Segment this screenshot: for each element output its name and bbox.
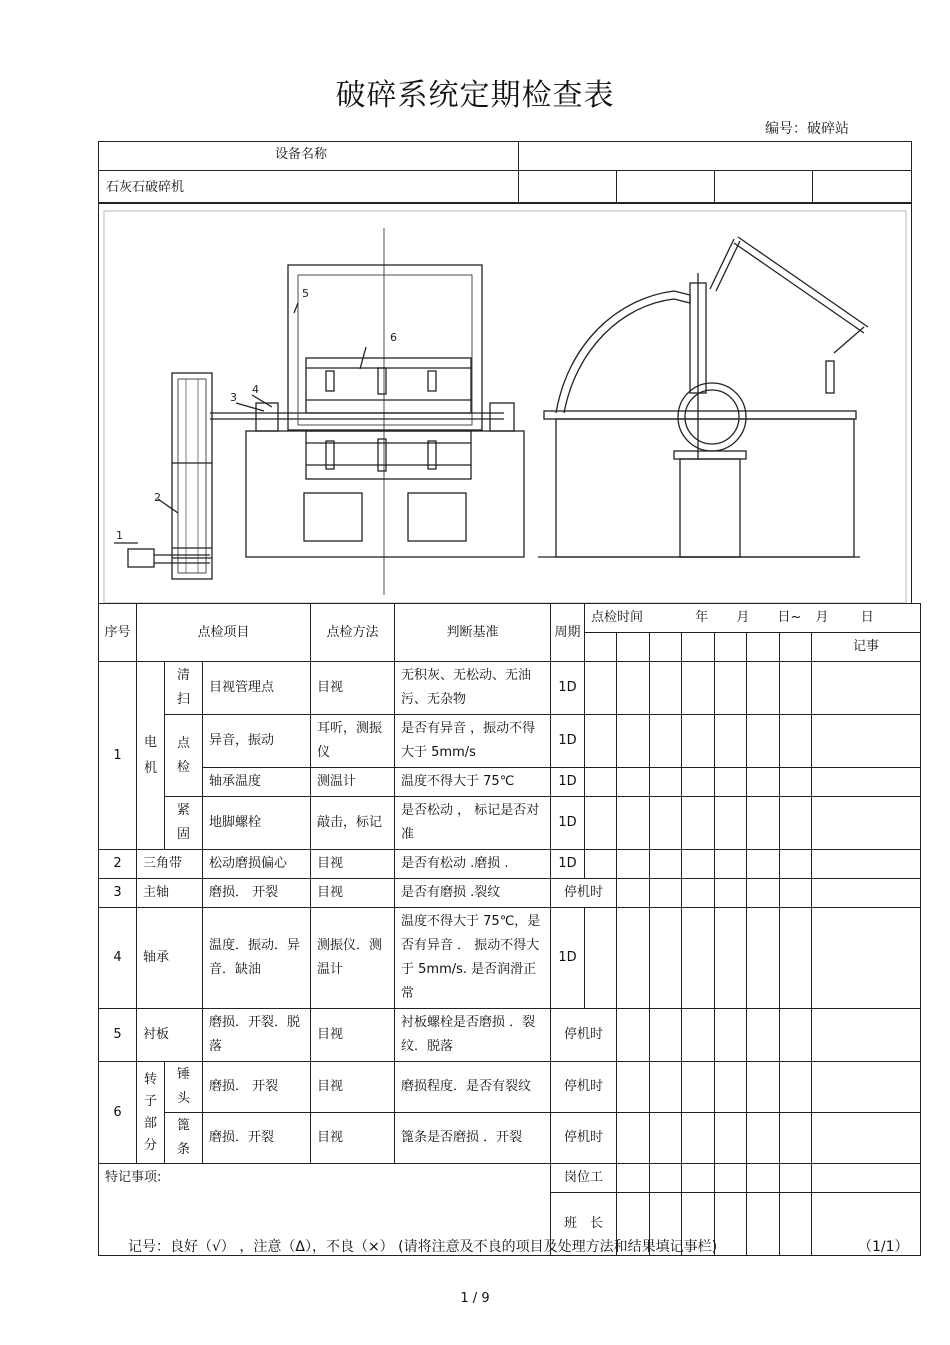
cycle-cell: 停机时	[564, 1130, 604, 1145]
col-notes: 记事	[853, 639, 880, 654]
legend-text: 记号：良好（√） ，注意（Δ），不良（×） (请将注意及不良的项目及处理方法和结果填记事栏)	[128, 1239, 718, 1255]
item-cell: 地脚螺栓	[209, 815, 262, 830]
cycle-cell: 1D	[558, 815, 577, 830]
method-cell: 目视	[317, 1079, 344, 1094]
month-label: 月	[736, 610, 750, 625]
sub-cell: 清扫	[176, 668, 190, 707]
standard-cell: 是否有异音 ，振动不得大于 5mm/s	[401, 721, 536, 760]
divider	[518, 141, 519, 203]
standard-cell: 磨损程度．是否有裂纹	[401, 1079, 532, 1094]
method-cell: 目视	[317, 856, 344, 871]
year-label: 年	[695, 610, 709, 625]
standard-cell: 是否有磨损 .裂纹	[401, 885, 501, 900]
item-cell: 磨损．开裂	[209, 1130, 275, 1145]
seq-cell: 3	[113, 885, 122, 900]
seq-cell: 2	[113, 856, 122, 871]
method-cell: 耳听，测振仪	[317, 721, 383, 760]
item-cell: 磨损．开裂．脱落	[209, 1015, 301, 1054]
table-row	[99, 1113, 921, 1164]
col-item: 点检项目	[197, 624, 250, 640]
cycle-cell: 停机时	[564, 885, 604, 900]
group-cell: 三角带	[143, 856, 183, 871]
diagram-label: 2	[154, 491, 161, 504]
col-check-time: 点检时间	[591, 610, 644, 625]
group-cell: 轴承	[143, 950, 170, 965]
equipment-name-label: 设备名称	[275, 147, 328, 162]
method-cell: 目视	[317, 885, 344, 900]
cycle-cell: 1D	[558, 774, 577, 789]
col-method: 点检方法	[326, 624, 379, 640]
standard-cell: 篦条是否磨损 ．开裂	[401, 1130, 523, 1145]
page-number: 1 / 9	[460, 1291, 490, 1306]
divider	[714, 170, 715, 203]
sub-cell: 篦条	[176, 1118, 190, 1157]
crusher-diagram	[98, 203, 912, 603]
diagram-label: 1	[116, 529, 123, 542]
page-title: 破碎系统定期检查表	[335, 78, 615, 113]
team-leader-label: 班 长	[564, 1216, 604, 1231]
item-cell: 磨损． 开裂	[209, 1079, 279, 1094]
method-cell: 测温计	[317, 774, 357, 789]
table-row	[99, 908, 921, 1009]
special-notes-label: 特记事项:	[105, 1170, 162, 1185]
item-cell: 磨损． 开裂	[209, 885, 279, 900]
seq-cell: 6	[113, 1104, 122, 1120]
method-cell: 目视	[317, 1027, 344, 1042]
method-cell: 测振仪．测温计	[317, 938, 383, 977]
item-cell: 异音，振动	[209, 733, 275, 748]
divider	[616, 170, 617, 203]
table-row	[99, 1009, 921, 1062]
method-cell: 目视	[317, 680, 344, 695]
method-cell: 敲击，标记	[317, 815, 383, 830]
table-row	[99, 768, 921, 797]
seq-cell: 4	[113, 950, 122, 965]
diagram-label: 6	[390, 331, 397, 344]
sheet-count: （1/1）	[858, 1239, 909, 1255]
month2-label: 月	[815, 610, 829, 625]
cycle-cell: 停机时	[564, 1079, 604, 1094]
col-standard: 判断基准	[446, 624, 499, 640]
seq-cell: 5	[113, 1027, 122, 1042]
table-row	[99, 1062, 921, 1113]
cycle-cell: 1D	[558, 680, 577, 695]
table-row	[99, 715, 921, 768]
divider	[812, 170, 813, 203]
standard-cell: 是否松动 ， 标记是否对准	[401, 803, 540, 842]
equipment-name: 石灰石破碎机	[106, 180, 185, 195]
post-worker-label: 岗位工	[564, 1170, 604, 1185]
item-cell: 目视管理点	[209, 680, 275, 695]
divider	[98, 170, 912, 171]
standard-cell: 是否有松动 .磨损 .	[401, 856, 509, 871]
serial-number: 编号：破碎站	[765, 121, 849, 137]
group-cell: 电机	[143, 734, 157, 776]
diagram-label: 4	[252, 383, 259, 396]
group-cell: 主轴	[143, 885, 170, 900]
diagram-label: 5	[302, 287, 309, 300]
item-cell: 轴承温度	[209, 774, 262, 789]
cycle-cell: 1D	[558, 856, 577, 871]
table-row	[99, 850, 921, 879]
group-cell: 衬板	[143, 1027, 170, 1042]
equipment-header	[98, 141, 912, 203]
table-row	[99, 797, 921, 850]
sub-cell: 锤头	[176, 1067, 190, 1106]
cycle-cell: 1D	[558, 733, 577, 748]
day-range-label: 日~	[777, 610, 802, 625]
diagram-label: 3	[230, 391, 237, 404]
seq-cell: 1	[113, 747, 122, 763]
sub-cell: 紧固	[176, 803, 190, 842]
col-seq: 序号	[104, 624, 131, 640]
standard-cell: 无积灰、无松动、无油污、无杂物	[401, 668, 532, 707]
day2-label: 日	[860, 610, 874, 625]
group-cell: 转子部分	[143, 1071, 157, 1153]
sub-cell: 点检	[176, 735, 190, 775]
standard-cell: 温度不得大于 75℃	[401, 774, 515, 789]
cycle-cell: 停机时	[564, 1027, 604, 1042]
standard-cell: 温度不得大于 75℃，是否有异音 ． 振动不得大于 5mm/s. 是否润滑正常	[401, 914, 541, 1001]
col-cycle: 周期	[554, 624, 581, 640]
standard-cell: 衬板螺栓是否磨损 ．裂纹．脱落	[401, 1015, 536, 1054]
item-cell: 松动磨损偏心	[209, 856, 288, 871]
item-cell: 温度．振动．异音．缺油	[209, 938, 301, 977]
cycle-cell: 1D	[558, 950, 577, 965]
inspection-table	[98, 603, 921, 1256]
table-row	[99, 879, 921, 908]
table-row	[99, 662, 921, 715]
method-cell: 目视	[317, 1130, 344, 1145]
